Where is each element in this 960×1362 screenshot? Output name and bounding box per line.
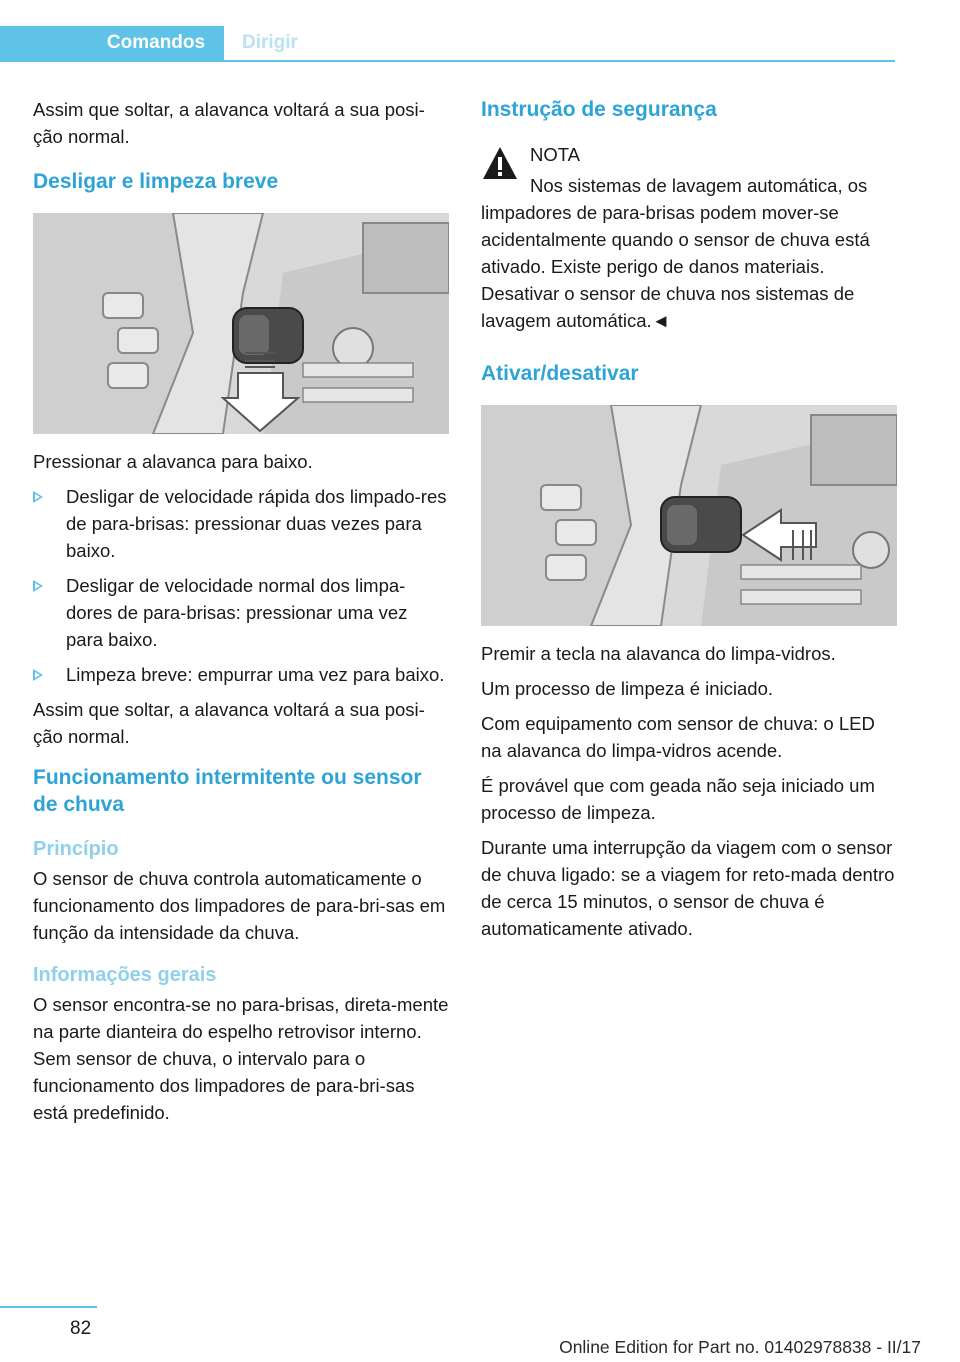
- triangle-bullet-icon: [33, 669, 43, 681]
- header-accent-bar: [0, 26, 88, 60]
- heading-instrucao: Instrução de segurança: [481, 98, 717, 121]
- tab-dirigir[interactable]: Dirigir: [242, 32, 298, 53]
- figure-lever-press: [481, 405, 897, 626]
- press-text: Pressionar a alavanca para baixo.: [33, 451, 313, 472]
- warning-title: NOTA: [530, 144, 581, 165]
- after-bullets-paragraph: Assim que soltar, a alavanca voltará a sua posi-ção normal.: [33, 699, 425, 747]
- online-edition-note: Online Edition for Part no. 01402978838 - II/17: [559, 1337, 921, 1357]
- warning-triangle-icon: [481, 145, 519, 181]
- tab-comandos[interactable]: Comandos: [88, 26, 224, 60]
- header-rule: [0, 60, 895, 62]
- paragraph-premir: Premir a tecla na alavanca do limpa-vidros.: [481, 643, 836, 664]
- informacoes-paragraph: O sensor encontra-se no para-brisas, direta-mente na parte dianteira do espelho retrovisor interno. Sem sensor de chuva, o intervalo para o funcionamento dos limpadores de para-bri-sas está predefinido.: [33, 994, 449, 1123]
- lever-press-illustration: [481, 405, 897, 626]
- page-header: [0, 0, 895, 62]
- page-number: 82: [70, 1318, 92, 1339]
- left-column: [33, 96, 449, 1134]
- warning-note: [481, 141, 897, 334]
- list-item: [33, 661, 449, 688]
- bullet-text: Limpeza breve: empurrar uma vez para baixo.: [66, 664, 445, 685]
- heading-funcionamento: Funcionamento intermitente ou sensor de chuva: [33, 766, 422, 816]
- right-column: [481, 96, 897, 950]
- list-item: [33, 572, 449, 653]
- lever-down-illustration: [33, 213, 449, 434]
- paragraph-led: Com equipamento com sensor de chuva: o LED na alavanca do limpa-vidros acende.: [481, 713, 875, 761]
- heading-desligar: Desligar e limpeza breve: [33, 170, 279, 193]
- bullet-list: [33, 483, 449, 688]
- warning-body: Nos sistemas de lavagem automática, os limpadores de para-brisas podem mover-se acidentalmente quando o sensor de chuva está ativado. Existe perigo de danos materiais. Desativar o sensor de chuva nos sistemas de lavagem automática.◄: [481, 175, 870, 331]
- heading-principio: Princípio: [33, 838, 119, 860]
- triangle-bullet-icon: [33, 491, 43, 503]
- bullet-text: Desligar de velocidade rápida dos limpado-res de para-brisas: pressionar duas vezes para baixo.: [66, 486, 447, 561]
- footer-rule: [0, 1306, 97, 1308]
- figure-lever-down: [33, 213, 449, 434]
- heading-ativar: Ativar/desativar: [481, 362, 639, 385]
- intro-paragraph: Assim que soltar, a alavanca voltará a sua posi-ção normal.: [33, 99, 425, 147]
- principio-paragraph: O sensor de chuva controla automaticamente o funcionamento dos limpadores de para-bri-sas em função da intensidade da chuva.: [33, 868, 446, 943]
- heading-informacoes: Informações gerais: [33, 964, 217, 986]
- bullet-text: Desligar de velocidade normal dos limpa-dores de para-brisas: pressionar uma vez para baixo.: [66, 575, 408, 650]
- triangle-bullet-icon: [33, 580, 43, 592]
- list-item: [33, 483, 449, 564]
- paragraph-interrupcao: Durante uma interrupção da viagem com o sensor de chuva ligado: se a viagem for reto-mada dentro de cerca 15 minutos, o sensor de chuva é automaticamente ativado.: [481, 837, 895, 939]
- paragraph-processo: Um processo de limpeza é iniciado.: [481, 678, 774, 699]
- paragraph-geada: É provável que com geada não seja iniciado um processo de limpeza.: [481, 775, 875, 823]
